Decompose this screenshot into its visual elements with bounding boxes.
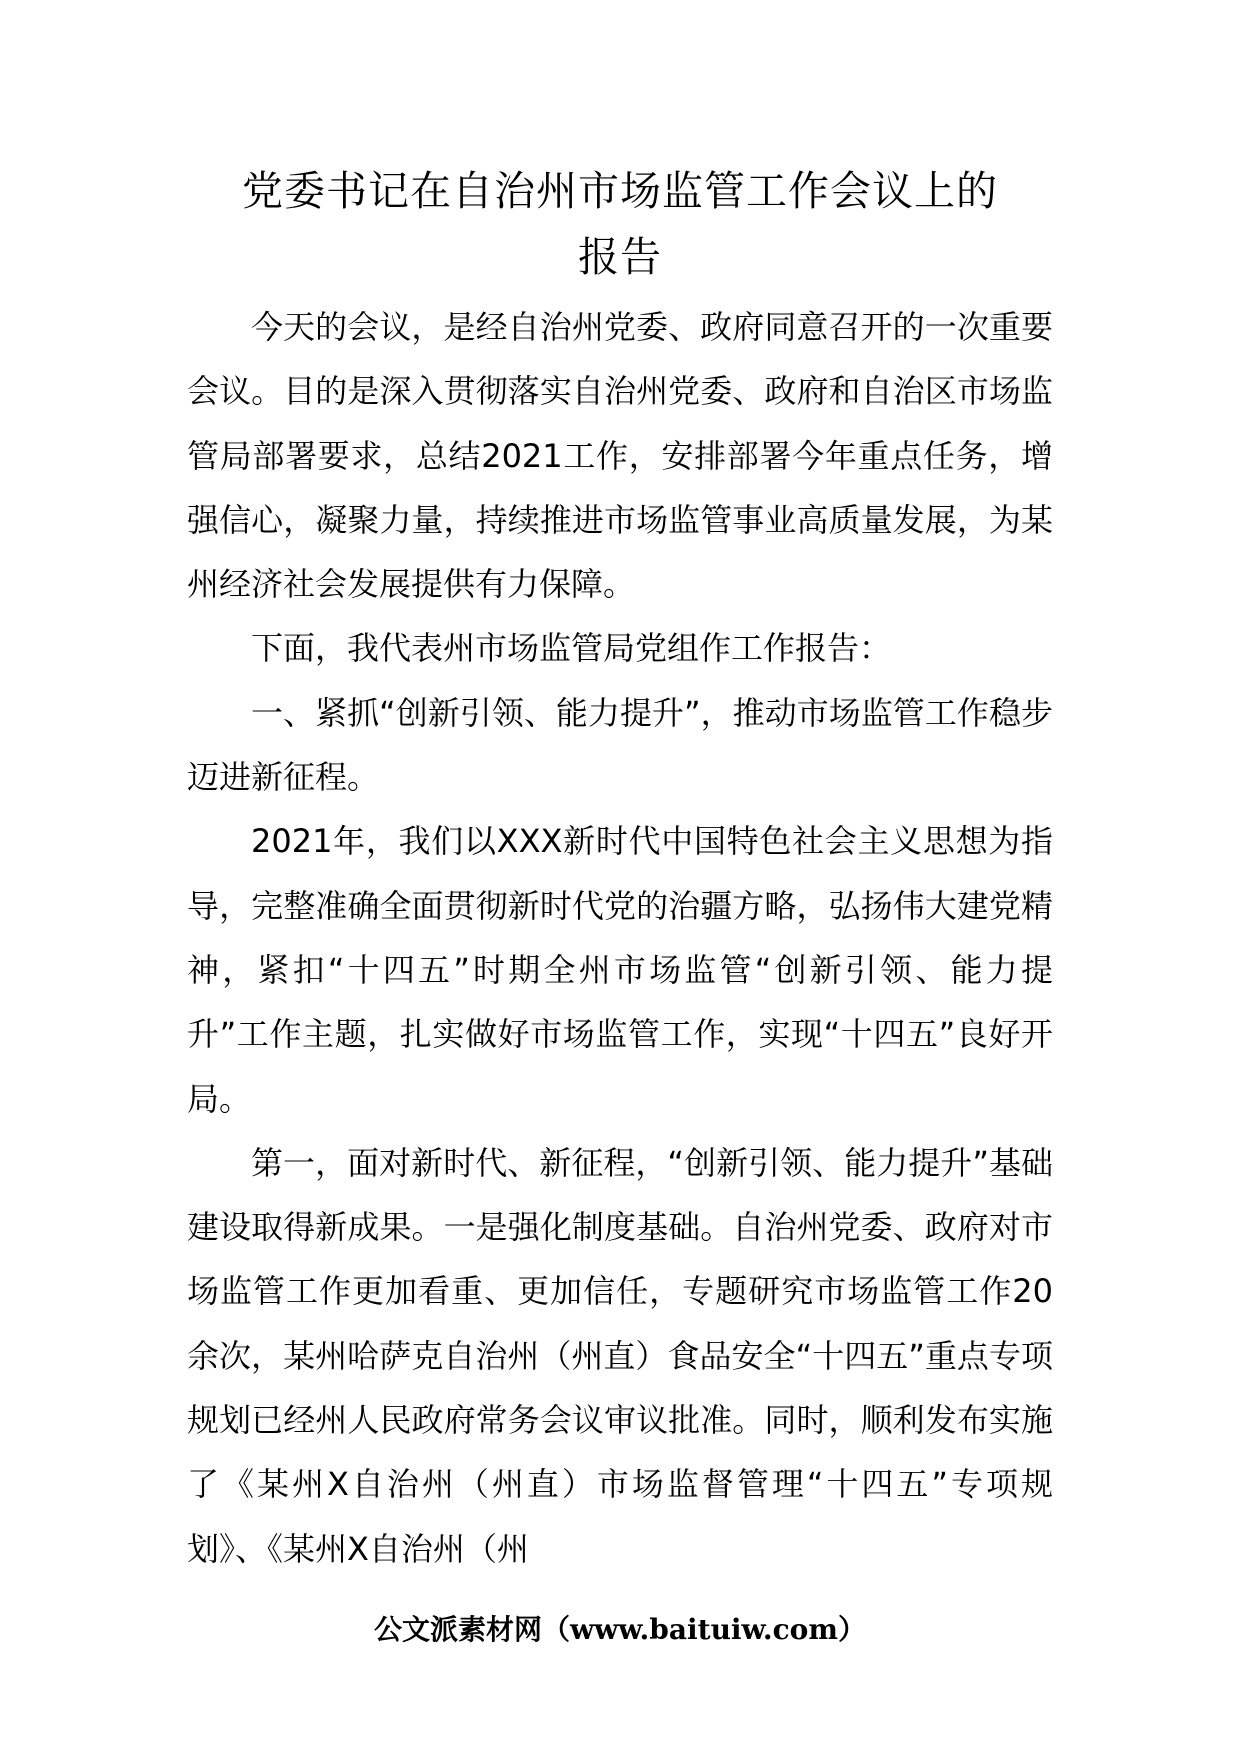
watermark-footer: 公文派素材网（www.baituiw.com）	[374, 1613, 866, 1646]
document-title-line-2: 报告	[578, 233, 662, 281]
section-heading-one: 一、紧抓“创新引领、能力提升”，推动市场监管工作稳步迈进新征程。	[187, 693, 1053, 797]
document-title	[187, 158, 1053, 290]
paragraph-2021-summary: 2021年，我们以XXX新时代中国特色社会主义思想为指导，完整准确全面贯彻新时代党的治疆方略，弘扬伟大建党精神，紧扣“十四五”时期全州市场监管“创新引领、能力提升”工作主题，扎实做好市场监管工作，实现“十四五”良好开局。	[187, 822, 1053, 1118]
document-title-line-1: 党委书记在自治州市场监管工作会议上的	[242, 167, 998, 215]
paragraph-intro: 今天的会议，是经自治州党委、政府同意召开的一次重要会议。目的是深入贯彻落实自治州党委、政府和自治区市场监管局部署要求，总结2021工作，安排部署今年重点任务，增强信心，凝聚力量，持续推进市场监管事业高质量发展，为某州经济社会发展提供有力保障。	[187, 308, 1053, 604]
paragraph-report-lead: 下面，我代表州市场监管局党组作工作报告：	[251, 629, 892, 668]
paragraph-first-point: 第一，面对新时代、新征程，“创新引领、能力提升”基础建设取得新成果。一是强化制度基础。自治州党委、政府对市场监管工作更加看重、更加信任，专题研究市场监管工作20余次，某州哈萨克自治州（州直）食品安全“十四五”重点专项规划已经州人民政府常务会议审议批准。同时，顺利发布实施了《某州X自治州（州直）市场监督管理“十四五”专项规划》、《某州X自治州（州	[187, 1143, 1053, 1568]
document-body	[187, 295, 1053, 1581]
